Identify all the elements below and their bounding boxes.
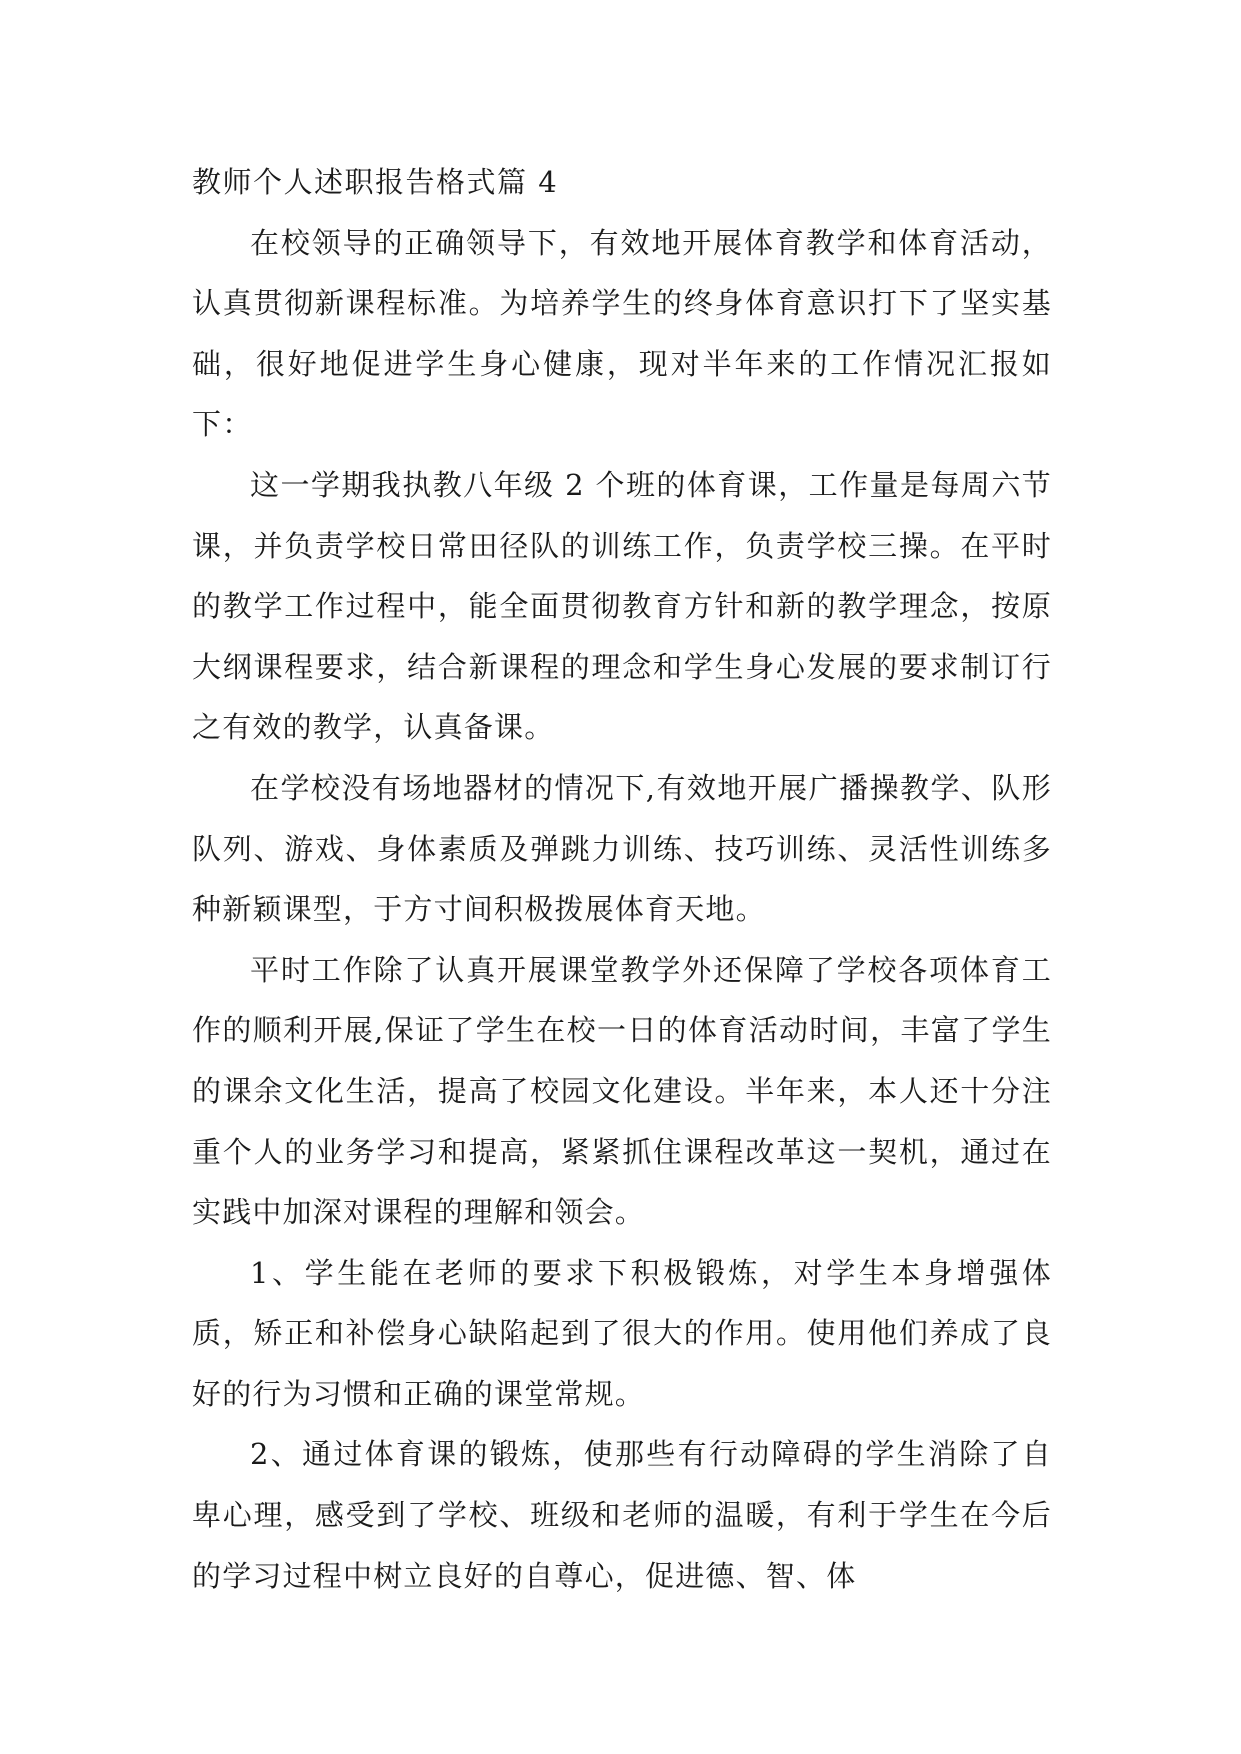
paragraph-point-1: 1、学生能在老师的要求下积极锻炼，对学生本身增强体质，矫正和补偿身心缺陷起到了很大的作用。使用他们养成了良好的行为习惯和正确的课堂常规。 [192,1255,1052,1411]
paragraph-teaching-duties: 这一学期我执教八年级 2 个班的体育课，工作量是每周六节课，并负责学校日常田径队的训练工作，负责学校三操。在平时的教学工作过程中，能全面贯彻教育方针和新的教学理念，按原大纲课程要求，结合新课程的理念和学生身心发展的要求制订行之有效的教学，认真备课。 [192,467,1052,745]
document-title: 教师个人述职报告格式篇 4 [192,165,559,199]
paragraph-point-2: 2、通过体育课的锻炼，使那些有行动障碍的学生消除了自卑心理，感受到了学校、班级和老师的温暖，有利于学生在今后的学习过程中树立良好的自尊心，促进德、智、体 [192,1437,1052,1593]
paragraph-intro: 在校领导的正确领导下，有效地开展体育教学和体育活动，认真贯彻新课程标准。为培养学生的终身体育意识打下了坚实基础，很好地促进学生身心健康，现对半年来的工作情况汇报如下： [192,225,1052,442]
paragraph-course-types: 在学校没有场地器材的情况下,有效地开展广播操教学、队形队列、游戏、身体素质及弹跳力训练、技巧训练、灵活性训练多种新颖课型，于方寸间积极拨展体育天地。 [192,770,1052,927]
document-body [192,152,1052,1606]
paragraph-school-activities: 平时工作除了认真开展课堂教学外还保障了学校各项体育工作的顺利开展,保证了学生在校一日的体育活动时间，丰富了学生的课余文化生活，提高了校园文化建设。半年来，本人还十分注重个人的业务学习和提高，紧紧抓住课程改革这一契机，通过在实践中加深对课程的理解和领会。 [192,952,1052,1230]
